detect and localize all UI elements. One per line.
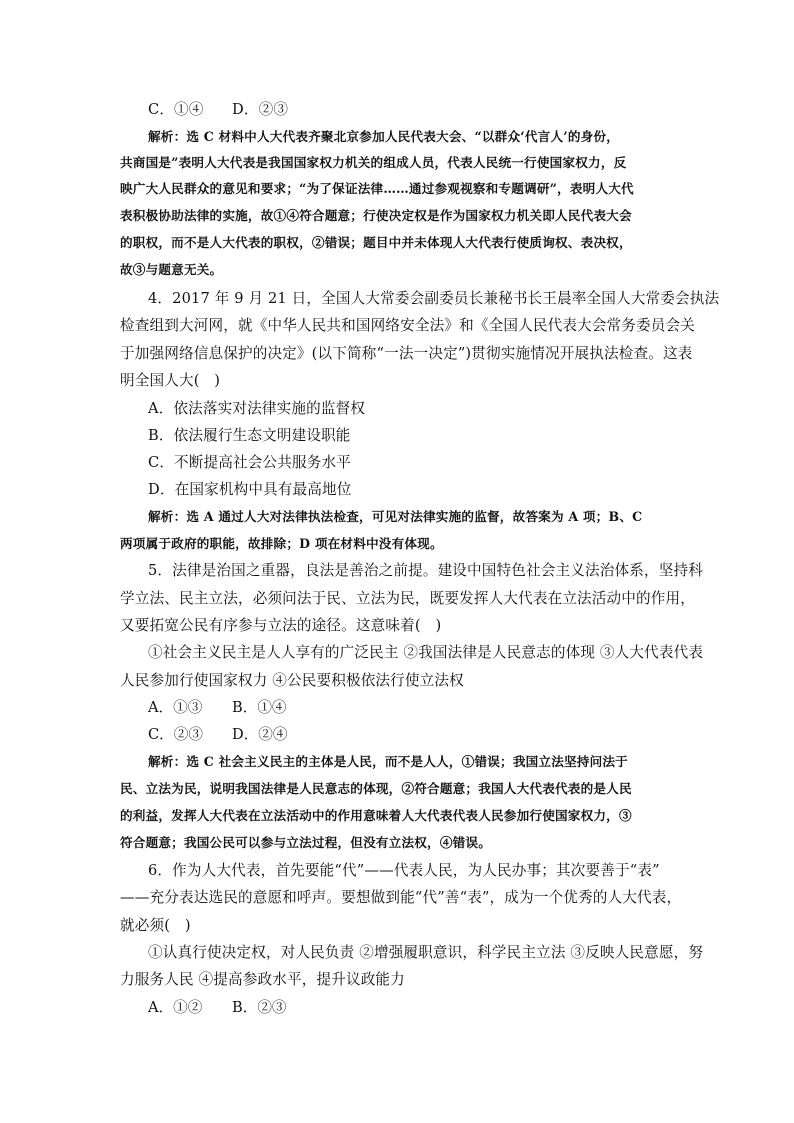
q4-option-a: A．依法落实对法律实施的监督权 [148, 400, 366, 417]
q5-analysis-line: 的利益，发挥人大代表在立法活动中的作用意味着人大代表代表人民参加行使国家权力，③ [120, 808, 632, 823]
q4-analysis-line: 解析：选 A 通过人大对法律执法检查，可见对法律实施的监督，故答案为 A 项；B、C [148, 509, 643, 524]
q6-option-a: A．①② [148, 999, 203, 1016]
q4-option-c: C．不断提高社会公共服务水平 [148, 454, 351, 471]
q5-stem-line: 又要拓宽公民有序参与立法的途径。这意味着( ) [120, 617, 442, 634]
q5-analysis-line: 解析：选 C 社会主义民主的主体是人民，而不是人人，①错误；我国立法坚持问法于 [148, 754, 628, 769]
q4-stem-line: 4．2017 年 9 月 21 日，全国人大常委会副委员长兼秘书长王晨率全国人大常委会执法 [148, 290, 720, 307]
q3-analysis-line: 解析：选 C 材料中人大代表齐聚北京参加人民代表大会、“以群众‘代言人’的身份， [148, 129, 619, 144]
q4-option-d: D．在国家机构中具有最高地位 [148, 481, 352, 498]
q5-stem-line: 5．法律是治国之重器，良法是善治之前提。建设中国特色社会主义法治体系，坚持科 [148, 562, 703, 579]
q5-option-b: B．①④ [232, 699, 287, 716]
q6-statement-line: 力服务人民 ④提高参政水平，提升议政能力 [120, 971, 405, 988]
q3-option-d: D．②③ [232, 101, 289, 118]
q4-stem-line: 检查组到大河网，就《中华人民共和国网络安全法》和《全国人民代表大会常务委员会关 [120, 317, 696, 334]
q3-analysis-line: 共商国是”表明人大代表是我国国家权力机关的组成人员，代表人民统一行使国家权力，反 [120, 155, 627, 170]
q5-stem-line: 学立法、民主立法，必须问法于民、立法为民，既要发挥人大代表在立法活动中的作用， [120, 590, 696, 607]
q4-analysis-line: 两项属于政府的职能，故排除；D 项在材料中没有体现。 [120, 536, 443, 551]
q4-stem-line: 于加强网络信息保护的决定》(以下简称“一法一决定”)贯彻实施情况开展执法检查。这表 [120, 345, 693, 362]
q5-option-a: A．①③ [148, 699, 203, 716]
q6-statement-line: ①认真行使决定权，对人民负责 ②增强履职意识，科学民主立法 ③反映人民意愿，努 [148, 944, 704, 961]
q4-option-b: B．依法履行生态文明建设职能 [148, 427, 351, 444]
q3-analysis-line: 故③与题意无关。 [120, 262, 223, 277]
q5-options-cd [0, 723, 794, 743]
q6-option-b: B．②③ [232, 999, 287, 1016]
q5-statement-line: ①社会主义民主是人人享有的广泛民主 ②我国法律是人民意志的体现 ③人大代表代表 [148, 644, 704, 661]
q5-analysis-line: 符合题意；我国公民可以参与立法过程，但没有立法权，④错误。 [120, 835, 492, 850]
q3-option-c: C．①④ [148, 101, 204, 118]
q5-option-d: D．②④ [232, 726, 288, 743]
q3-analysis-line: 表积极协助法律的实施，故①④符合题意；行使决定权是作为国家权力机关即人民代表大会 [120, 208, 632, 223]
q5-option-c: C．②③ [148, 726, 203, 743]
q5-statement-line: 人民参加行使国家权力 ④公民要积极依法行使立法权 [120, 672, 464, 689]
q6-stem-line: 6．作为人大代表，首先要能“代”——代表人民，为人民办事；其次要善于“表” [148, 862, 660, 879]
q4-stem-line: 明全国人大( ) [120, 372, 221, 389]
q3-analysis-line: 的职权，而不是人大代表的职权，②错误；题目中并未体现人大代表行使质询权、表决权， [120, 235, 632, 250]
q6-options-ab [0, 996, 794, 1016]
q3-options-cd [0, 98, 794, 118]
q5-options-ab [0, 696, 794, 716]
q6-stem-line: 就必须( ) [120, 917, 191, 934]
q6-stem-line: ——充分表达选民的意愿和呼声。要想做到能“代”善“表”，成为一个优秀的人大代表， [120, 889, 682, 906]
q3-analysis-line: 映广大人民群众的意见和要求；“为了保证法律……通过参观视察和专题调研”，表明人大代 [120, 181, 634, 196]
q5-analysis-line: 民、立法为民，说明我国法律是人民意志的体现，②符合题意；我国人大代表代表的是人民 [120, 781, 632, 796]
